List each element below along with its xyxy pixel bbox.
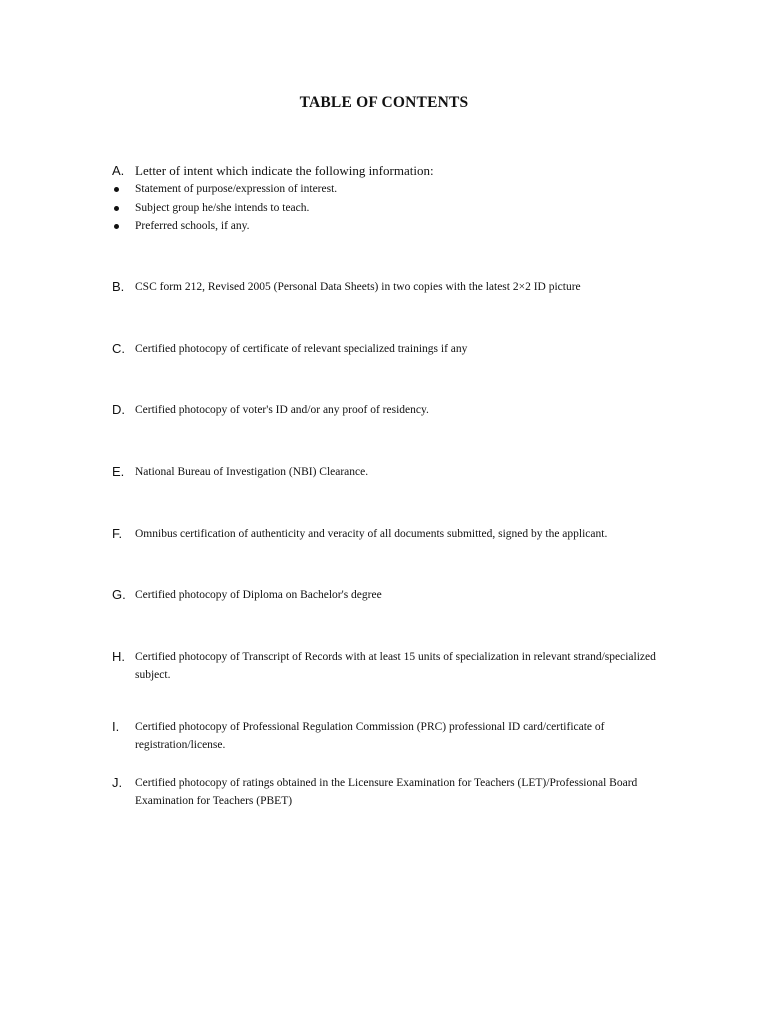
entry-text: Certified photocopy of ratings obtained in the Licensure Examination for Teachers (LET)/Professional Board Examination for Teachers (PBET) bbox=[135, 777, 638, 807]
entry-letter: B. bbox=[112, 279, 125, 294]
toc-entry-e bbox=[112, 463, 672, 481]
bullet-text: Subject group he/she intends to teach. bbox=[135, 201, 310, 214]
entry-letter: A. bbox=[112, 163, 125, 178]
document-title: TABLE OF CONTENTS bbox=[299, 94, 469, 111]
entry-text: Certified photocopy of certificate of relevant specialized trainings if any bbox=[135, 343, 468, 355]
entry-text: Omnibus certification of authenticity and veracity of all documents submitted, signed by the applicant. bbox=[135, 528, 608, 540]
entry-text: Certified photocopy of Professional Regulation Commission (PRC) professional ID card/certificate of registration/license. bbox=[135, 721, 605, 751]
toc-entry-a bbox=[112, 162, 672, 180]
entry-letter: H. bbox=[112, 649, 125, 664]
toc-entry-c bbox=[112, 340, 672, 358]
entry-text: Certified photocopy of Diploma on Bachelor's degree bbox=[135, 589, 382, 601]
toc-entry-d bbox=[112, 401, 672, 419]
entry-letter: J. bbox=[112, 775, 123, 790]
bullet-text: Preferred schools, if any. bbox=[135, 220, 250, 232]
entry-letter: E. bbox=[112, 464, 125, 479]
bullet-dot-icon bbox=[114, 187, 119, 192]
bullet-item bbox=[112, 199, 672, 218]
entry-letter: G. bbox=[112, 587, 126, 602]
entry-letter: F. bbox=[112, 526, 123, 541]
bullet-dot-icon bbox=[114, 224, 119, 229]
entry-a-bullet-list bbox=[112, 180, 672, 236]
entry-letter: C. bbox=[112, 341, 125, 356]
toc-entry-j bbox=[112, 774, 672, 810]
bullet-text: Statement of purpose/expression of interest. bbox=[135, 183, 338, 195]
toc-entry-b bbox=[112, 278, 672, 296]
entry-letter: D. bbox=[112, 402, 125, 417]
entry-letter: I. bbox=[112, 719, 120, 734]
bullet-item bbox=[112, 180, 672, 199]
toc-entry-h bbox=[112, 648, 672, 684]
entry-text: Certified photocopy of voter's ID and/or any proof of residency. bbox=[135, 404, 429, 416]
bullet-dot-icon bbox=[114, 206, 119, 211]
entry-text: National Bureau of Investigation (NBI) Clearance. bbox=[135, 466, 369, 478]
toc-entry-i bbox=[112, 718, 672, 754]
bullet-item bbox=[112, 217, 672, 236]
entry-text: Certified photocopy of Transcript of Records with at least 15 units of specialization in relevant strand/specialized subject. bbox=[135, 651, 656, 681]
toc-entry-f bbox=[112, 525, 672, 543]
toc-entry-g bbox=[112, 586, 672, 604]
entry-text: CSC form 212, Revised 2005 (Personal Data Sheets) in two copies with the latest 2×2 ID picture bbox=[135, 281, 581, 293]
entry-text: Letter of intent which indicate the following information: bbox=[135, 163, 434, 178]
